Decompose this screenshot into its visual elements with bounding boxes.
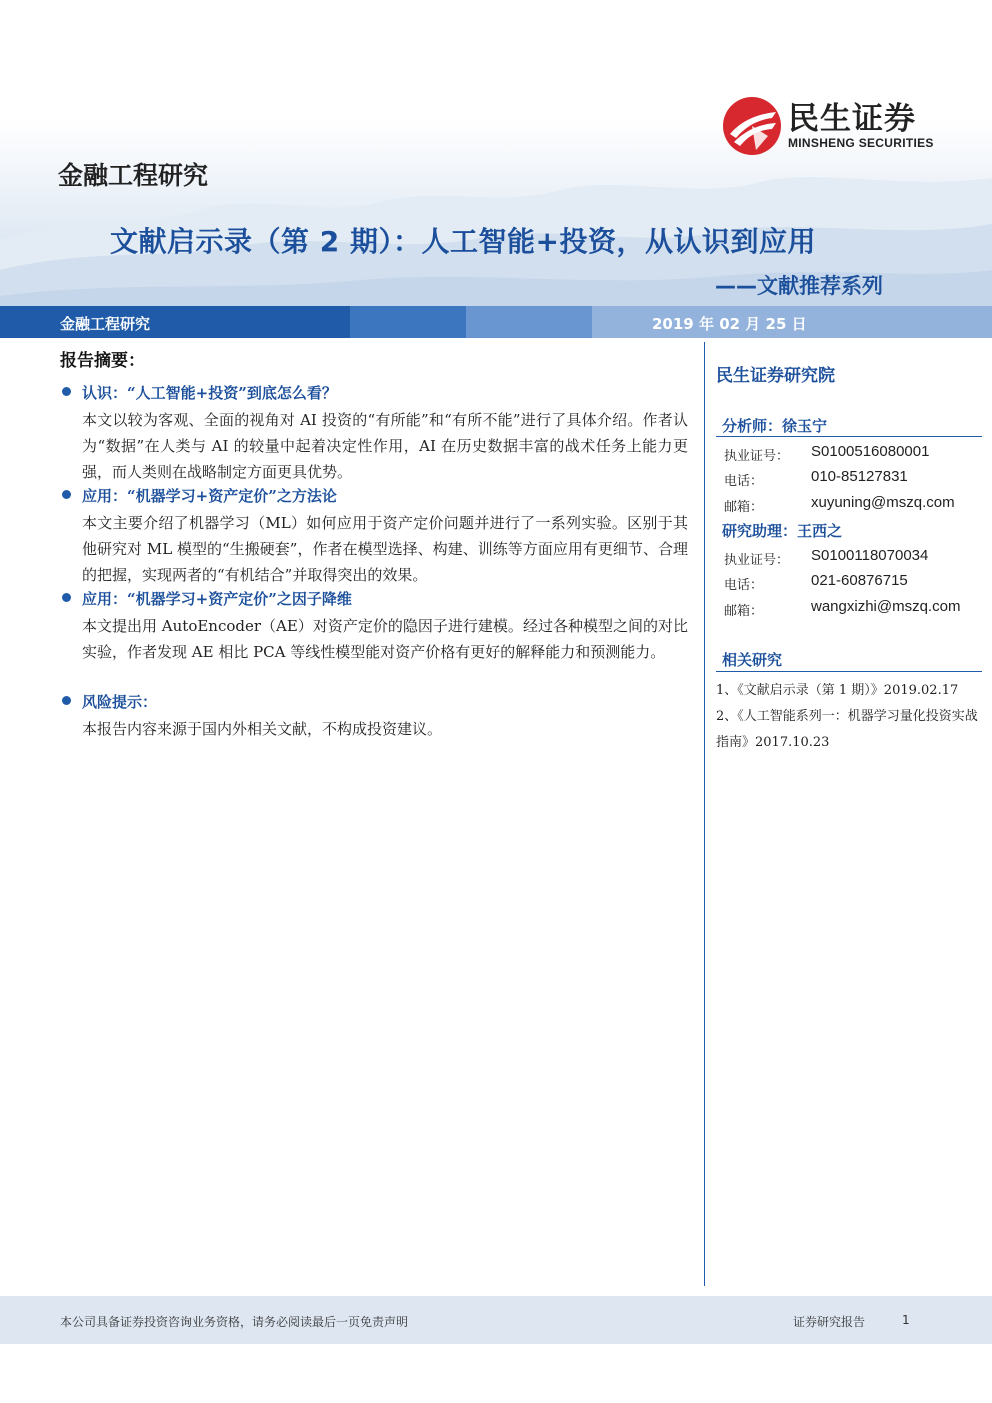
- section-heading: 应用：“机器学习+资产定价”之方法论: [62, 485, 337, 506]
- bullet-icon: [62, 696, 71, 705]
- section-heading: 风险提示：: [62, 691, 157, 712]
- section-heading: 认识：“人工智能+投资”到底怎么看？: [62, 382, 337, 403]
- section-paragraph: 本文提出用 AutoEncoder（AE）对资产定价的隐因子进行建模。经过各种模型之间的对比实验，作者发现 AE 相比 PCA 等线性模型能对资产价格有更好的解释能力和预测能力。: [82, 617, 688, 661]
- report-subtitle: ——文献推荐系列: [715, 274, 883, 298]
- email-link[interactable]: xuyuning@mszq.com: [811, 494, 955, 511]
- license-value: S0100516080001: [811, 443, 930, 460]
- phone-label: 电话：: [724, 578, 764, 593]
- email-label: 邮箱：: [724, 604, 764, 619]
- section-paragraph: 本文以较为客观、全面的视角对 AI 投资的“有所能”和“有所不能”进行了具体介绍。作者认为“数据”在人类与 AI 的较量中起着决定性作用，AI 在历史数据丰富的战术任务上能力更强，而人类则在战略制定方面更具优势。: [82, 411, 688, 481]
- phone-value: 010-85127831: [811, 468, 908, 485]
- phone-value: 021-60876715: [811, 572, 908, 589]
- email-label: 邮箱：: [724, 500, 764, 515]
- summary-heading: 报告摘要：: [60, 351, 145, 371]
- related-item[interactable]: 2、《人工智能系列一：机器学习量化投资实战指南》2017.10.23: [716, 709, 978, 750]
- divider: [716, 436, 982, 437]
- bullet-icon: [62, 387, 71, 396]
- related-item[interactable]: 1、《文献启示录（第 1 期）》2019.02.17: [716, 683, 959, 698]
- bullet-icon: [62, 593, 71, 602]
- column-divider: [704, 342, 705, 1286]
- bullet-icon: [62, 490, 71, 499]
- email-link[interactable]: wangxizhi@mszq.com: [811, 598, 961, 615]
- footer-report-type: 证券研究报告: [793, 1315, 866, 1329]
- license-label: 执业证号：: [724, 449, 790, 464]
- brand-name-en: MINSHENG SECURITIES: [788, 136, 934, 150]
- footer-disclaimer: 本公司具备证券投资咨询业务资格，请务必阅读最后一页免责声明: [60, 1315, 409, 1329]
- section-heading: 应用：“机器学习+资产定价”之因子降维: [62, 588, 352, 609]
- institute-name: 民生证券研究院: [716, 366, 835, 386]
- band-department: 金融工程研究: [60, 315, 151, 333]
- analyst-heading: 分析师：徐玉宁: [722, 417, 828, 435]
- license-value: S0100118070034: [811, 547, 929, 564]
- minsheng-logo-icon: [722, 96, 782, 156]
- report-date: 2019 年 02 月 25 日: [652, 315, 807, 333]
- phone-label: 电话：: [724, 474, 764, 489]
- assistant-heading: 研究助理：王西之: [722, 522, 843, 540]
- brand-logo: [722, 96, 934, 156]
- license-label: 执业证号：: [724, 553, 790, 568]
- section-paragraph: 本文主要介绍了机器学习（ML）如何应用于资产定价问题并进行了一系列实验。区别于其他研究对 ML 模型的“生搬硬套”，作者在模型选择、构建、训练等方面应用有更细节、合理的把握，实现两者的“有机结合”并取得突出的效果。: [82, 514, 688, 584]
- page-number: 1: [902, 1313, 910, 1327]
- report-title: 文献启示录（第 2 期）：人工智能+投资，从认识到应用: [110, 225, 816, 258]
- section-paragraph: 本报告内容来源于国内外相关文献，不构成投资建议。: [82, 720, 443, 738]
- related-heading: 相关研究: [722, 651, 783, 669]
- department-title: 金融工程研究: [58, 161, 209, 190]
- divider: [716, 671, 982, 672]
- brand-name-cn: 民生证券: [788, 101, 916, 137]
